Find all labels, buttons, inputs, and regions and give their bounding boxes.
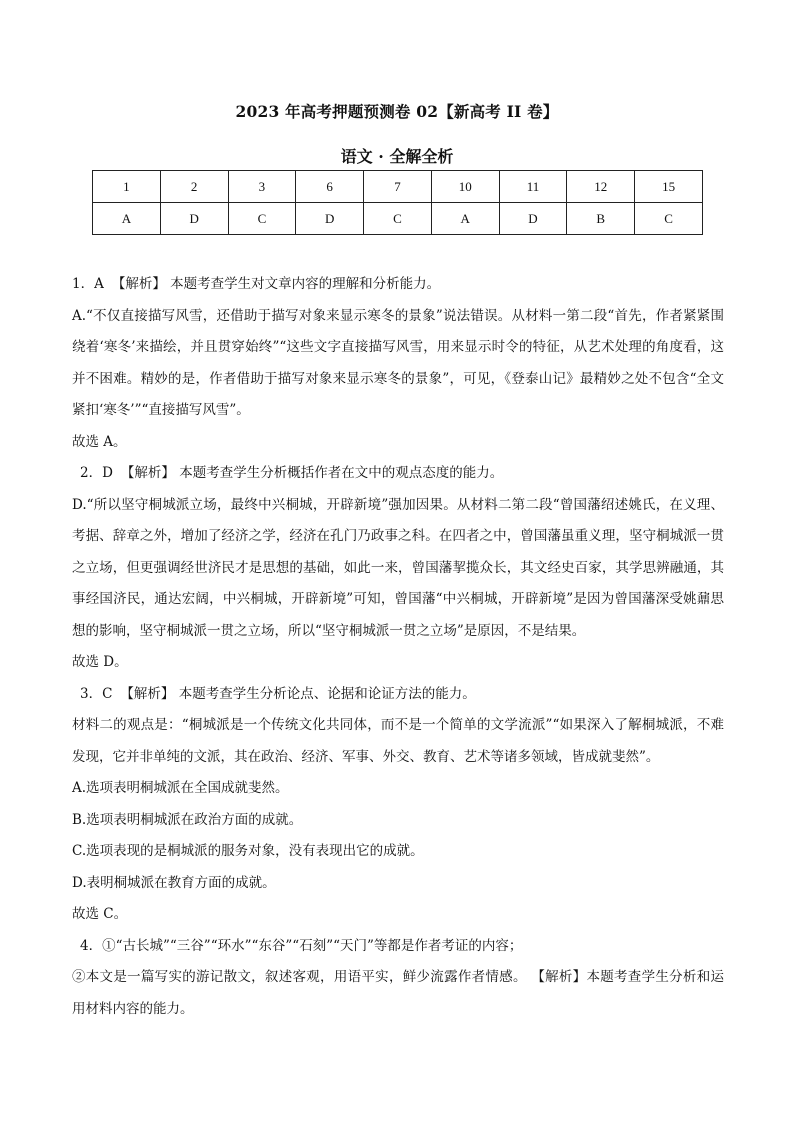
answer-cell: D — [160, 203, 228, 235]
q3-answer: 3．C — [80, 685, 113, 702]
q1-analysis-tag: 【解析】 本题考查学生对文章内容的理解和分析能力。 — [111, 276, 441, 292]
q2-analysis-tag: 【解析】 本题考查学生分析概括作者在文中的观点态度的能力。 — [120, 465, 504, 481]
q3-explanation: 材料二的观点是：“桐城派是一个传统文化共同体，而不是一个简单的文学流派”“如果深入了解桐城派，不难发现，它并非单纯的文派，其在政治、经济、军事、外交、教育、艺术等诸多领域，皆成就斐然”。 — [72, 717, 724, 765]
question-number-cell: 10 — [431, 171, 499, 203]
answer-cell: C — [635, 203, 703, 235]
explanation-body — [72, 269, 724, 1025]
question-number-cell: 6 — [296, 171, 364, 203]
q1-conclusion: 故选 A。 — [72, 433, 127, 450]
q3-option-d: D.表明桐城派在教育方面的成就。 — [72, 874, 276, 891]
q4-answer-point-1: 4．①“古长城”“三谷”“环水”“东谷”“石刻”“天门”等都是作者考证的内容； — [80, 937, 523, 954]
question-number-cell: 1 — [93, 171, 161, 203]
question-number-cell: 2 — [160, 171, 228, 203]
answer-cell: D — [296, 203, 364, 235]
answer-table — [92, 170, 703, 235]
q3-option-c: C.选项表现的是桐城派的服务对象，没有表现出它的成就。 — [72, 843, 424, 859]
page-subtitle: 语文 · 全解全析 — [340, 147, 454, 166]
answer-cell: C — [228, 203, 296, 235]
answer-row — [93, 203, 703, 235]
q4-answer-point-2: ②本文是一篇写实的游记散文，叙述客观，用语平实，鲜少流露作者情感。 【解析】本题考查学生分析和运用材料内容的能力。 — [72, 969, 724, 1017]
q2-explanation: D.“所以坚守桐城派立场，最终中兴桐城，开辟新境”强加因果。从材料二第二段“曾国藩绍述姚氏，在义理、考据、辞章之外，增加了经济之学，经济在孔门乃政事之科。在四者之中，曾国藩虽重义理，坚守桐城派一贯之立场，但更强调经世济民才是思想的基础，如此一来，曾国藩挈揽众长，其文经史百家，其学思辨融通，其事经国济民，通达宏阔，中兴桐城，开辟新境”可知，曾国藩“中兴桐城，开辟新境”是因为曾国藩深受姚鼐思想的影响，坚守桐城派一贯之立场，所以“坚守桐城派一贯之立场”是原因，不是结果。 — [72, 496, 724, 639]
q1-heading — [72, 269, 724, 301]
q1-explanation: A.“不仅直接描写风雪，还借助于描写对象来显示寒冬的景象”说法错误。从材料一第二段“首先，作者紧紧围绕着‘寒冬’来描绘，并且贯穿始终”“这些文字直接描写风雪，用来显示时令的特征，从艺术处理的角度看，这并不困难。精妙的是，作者借助于描写对象来显示寒冬的景象”，可见，《登泰山记》最精妙之处不包含“全文紧扣‘寒冬’”“直接描写风雪”。 — [72, 307, 724, 418]
question-number-cell: 3 — [228, 171, 296, 203]
q3-analysis-tag: 【解析】 本题考查学生分析论点、论据和论证方法的能力。 — [120, 685, 476, 702]
answer-cell: A — [431, 203, 499, 235]
question-number-row — [93, 171, 703, 203]
page-title: 2023 年高考押题预测卷 02【新高考 II 卷】 — [235, 102, 559, 121]
answer-cell: D — [499, 203, 567, 235]
q3-option-a: A.选项表明桐城派在全国成就斐然。 — [72, 780, 289, 796]
q1-answer: 1．A — [72, 276, 104, 292]
question-number-cell: 12 — [567, 171, 635, 203]
question-number-cell: 15 — [635, 171, 703, 203]
q2-heading — [72, 458, 724, 490]
answer-cell: B — [567, 203, 635, 235]
q2-conclusion: 故选 D。 — [72, 654, 128, 670]
question-number-cell: 7 — [364, 171, 432, 203]
q2-answer: 2．D — [80, 465, 113, 481]
q3-option-b: B.选项表明桐城派在政治方面的成就。 — [72, 811, 303, 828]
q3-heading — [72, 679, 724, 711]
answer-cell: A — [93, 203, 161, 235]
q3-conclusion: 故选 C。 — [72, 906, 128, 922]
question-number-cell: 11 — [499, 171, 567, 203]
answer-cell: C — [364, 203, 432, 235]
